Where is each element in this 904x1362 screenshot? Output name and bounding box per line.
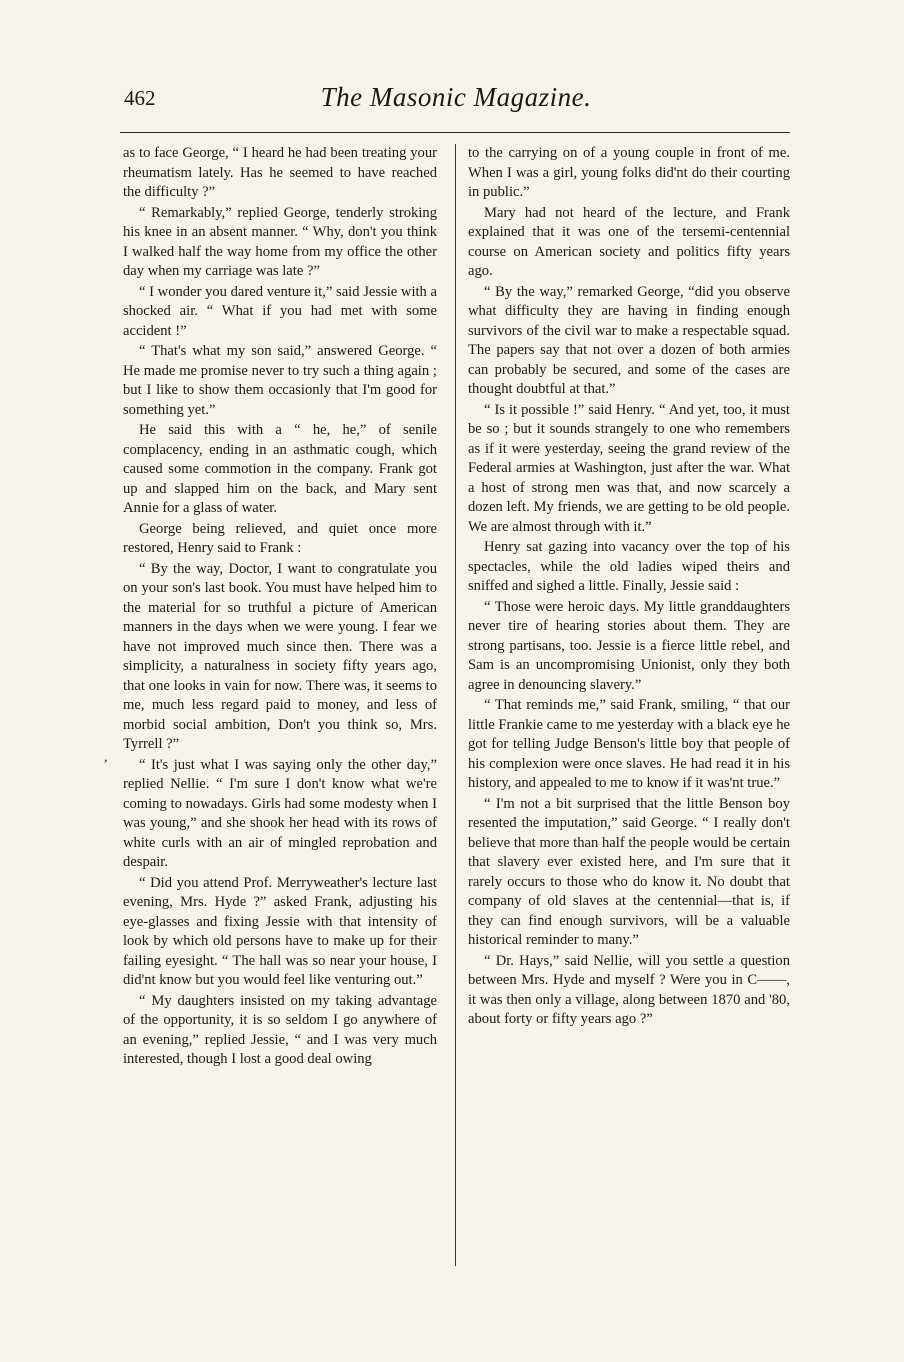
page-number: 462	[124, 86, 156, 110]
left-column	[123, 144, 437, 1071]
paragraph: to the carrying on of a young couple in front of me. When I was a girl, young folks did'nt do their courting in public.”	[468, 145, 790, 200]
column-divider	[455, 144, 456, 1266]
paragraph: Mary had not heard of the lecture, and Frank explained that it was one of the tersemi-centennial course on American society and politics fifty years ago.	[468, 204, 790, 279]
paragraph: “ That's what my son said,” answered George. “ He made me promise never to try such a thing again ; but I like to show them occasionly that I'm good for something yet.”	[123, 343, 437, 418]
margin-mark: ,	[104, 750, 108, 765]
page-header	[124, 82, 788, 118]
right-column	[468, 144, 790, 1031]
paragraph: as to face George, “ I heard he had been treating your rheumatism lately. Has he seemed to have reached the difficulty ?”	[123, 145, 437, 200]
paragraph: He said this with a “ he, he,” of senile complacency, ending in an asthmatic cough, which caused some commotion in the company. Frank got up and slapped him on the back, and Mary sent Annie for a glass of water.	[123, 422, 437, 516]
paragraph: “ That reminds me,” said Frank, smiling, “ that our little Frankie came to me yesterday with a black eye he got for telling Judge Benson's little boy that people of his complexion were once slaves. He had read it in his history, and appealed to me to know if it was'nt true.”	[468, 697, 790, 791]
paragraph: “ Dr. Hays,” said Nellie, will you settle a question between Mrs. Hyde and myself ? Were you in C——, it was then only a village, along between 1870 and '80, about forty or fifty years ago ?”	[468, 952, 790, 1027]
paragraph: “ Is it possible !” said Henry. “ And yet, too, it must be so ; but it sounds strangely to one who remembers as if it were yesterday, seeing the grand review of the Federal armies at Washington, just after the war. What a host of strong men was that, and now scarcely a dozen left. My friends, we are getting to be old people. We are almost through with it.”	[468, 401, 790, 535]
paragraph: “ I'm not a bit surprised that the little Benson boy resented the imputation,” said George. “ I really don't believe that more than half the people would be certain that slavery ever existed here, and I'm sure that it rarely occurs to those who do know it. No doubt that company of old slaves at the centennial—that is, if they can find enough survivors, will be a valuable historical reminder to many.”	[468, 795, 790, 948]
paragraph: “ Remarkably,” replied George, tenderly stroking his knee in an absent manner. “ Why, don't you think I walked half the way home from my office the other day when my carriage was late ?”	[123, 204, 437, 279]
paragraph: Henry sat gazing into vacancy over the top of his spectacles, while the old ladies wiped theirs and sniffed and sighed a little. Finally, Jessie said :	[468, 539, 790, 594]
paragraph: “ Those were heroic days. My little granddaughters never tire of hearing stories about them. They are strong partisans, too. Jessie is a fierce little rebel, and Sam is an uncompromising Unionist, only they both agree in denouncing slavery.”	[468, 598, 790, 693]
paragraph: “ I wonder you dared venture it,” said Jessie with a shocked air. “ What if you had met with some accident !”	[123, 283, 437, 339]
paragraph: “ Did you attend Prof. Merryweather's lecture last evening, Mrs. Hyde ?” asked Frank, adjusting his eye-glasses and fixing Jessie with that intensity of look by which old persons have to make up for their failing eyesight. “ The hall was so near your house, I did'nt know but you would feel like venturing out.”	[123, 874, 437, 988]
header-rule	[120, 132, 790, 133]
running-title: The Masonic Magazine.	[320, 82, 592, 112]
paragraph: “ By the way, Doctor, I want to congratulate you on your son's last book. You must have helped him to the material for so truthful a picture of American manners in the days when we were young. I fear we have not improved much since then. There was a simplicity, a naturalness in society fifty years ago, that one looks in vain for now. There was, it seems to me, much less regard paid to money, and less of morbid social ambition, Don't you think so, Mrs. Tyrrell ?”	[123, 560, 437, 752]
paragraph: “ It's just what I was saying only the other day,” replied Nellie. “ I'm sure I don't know what we're coming to nowadays. Girls had some modesty when I was young,” and she shook her head with its rows of white curls with an air of mingled reprobation and despair.	[123, 756, 437, 870]
paragraph: “ My daughters insisted on my taking advantage of the opportunity, it is so seldom I go anywhere of an evening,” replied Jessie, “ and I was very much interested, though I lost a good deal owing	[123, 992, 437, 1067]
paragraph: “ By the way,” remarked George, “did you observe what difficulty they are having in finding enough survivors of the civil war to make a respectable squad. The papers say that not over a dozen of both armies can probably be secured, and some of the cases are thought doubtful at that.”	[468, 283, 790, 397]
paragraph: George being relieved, and quiet once more restored, Henry said to Frank :	[123, 520, 437, 556]
